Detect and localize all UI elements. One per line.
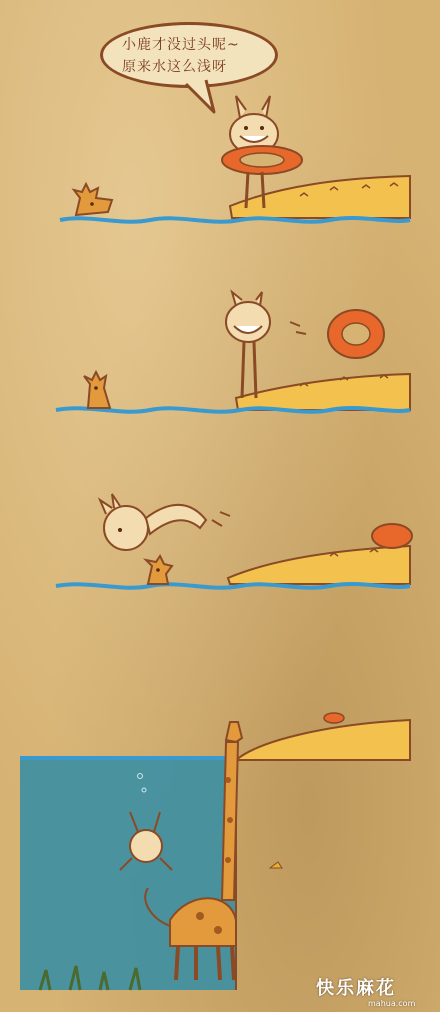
watermark-brand: 快乐麻花: [316, 978, 396, 999]
speech-text: [122, 34, 272, 78]
speech-line-2: 原来水这么浅呀: [122, 59, 227, 75]
speech-line-1: 小鹿才没过头呢~: [122, 37, 240, 53]
watermark-url: mahua.com: [368, 999, 416, 1008]
